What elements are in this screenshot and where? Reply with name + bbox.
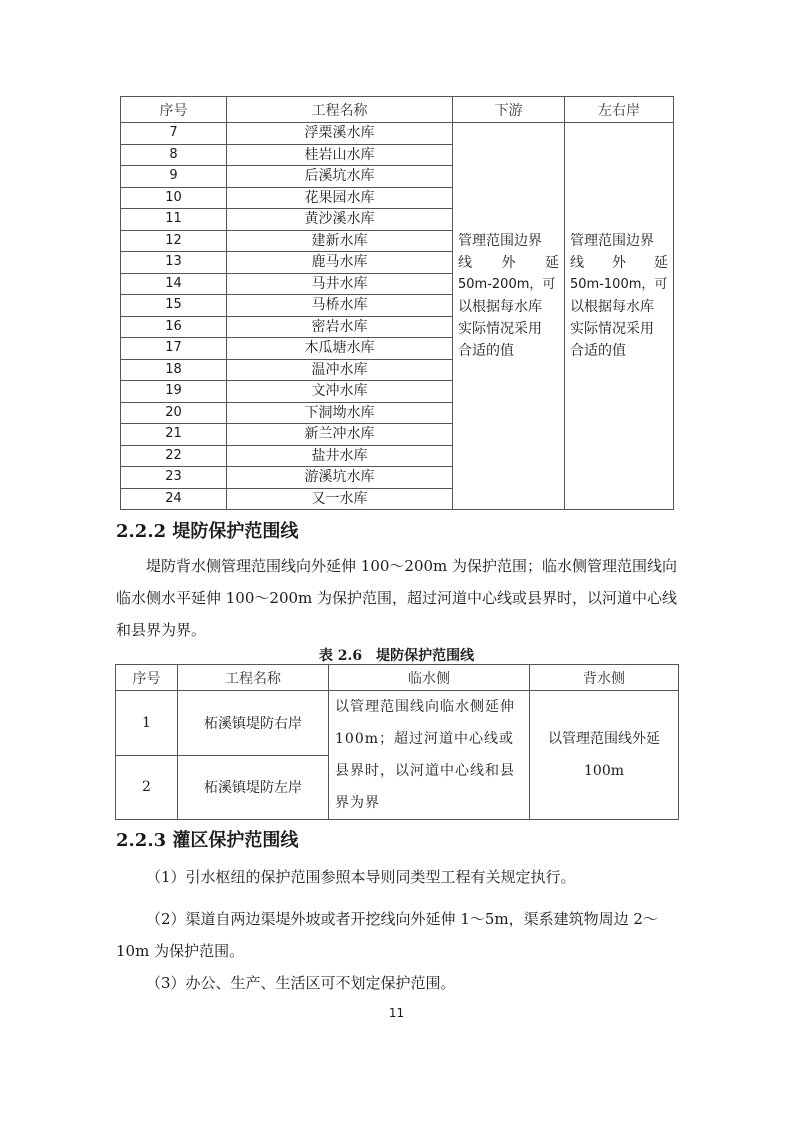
row-no: 10 — [121, 187, 227, 209]
row-name: 桂岩山水库 — [227, 144, 453, 166]
page-number: 11 — [388, 1006, 405, 1020]
banks-line5: 实际情况采用 — [570, 321, 654, 337]
banks-line3: 50m-100m，可 — [570, 277, 668, 292]
header-no: 序号 — [121, 97, 227, 123]
downstream-word: 线 — [458, 255, 472, 271]
downstream-word: 外 — [501, 255, 516, 271]
banks-line1: 管理范围边界 — [570, 233, 654, 249]
downstream-line5: 实际情况采用 — [458, 321, 542, 337]
row-name: 文冲水库 — [227, 381, 453, 403]
banks-cell — [565, 123, 674, 510]
row-no: 20 — [121, 402, 227, 424]
row-name: 浮栗溪水库 — [227, 123, 453, 145]
row-no: 17 — [121, 338, 227, 360]
banks-line6: 合适的值 — [570, 343, 626, 359]
row-name: 柘溪镇堤防右岸 — [178, 691, 329, 756]
row-name: 建新水库 — [227, 230, 453, 252]
row-name: 游溪坑水库 — [227, 467, 453, 489]
water-side-cell: 以管理范围线向临水侧延伸 100m；超过河道中心线或县界时，以河道中心线和县界为界 — [329, 691, 530, 820]
list-item-1: （1）引水枢纽的保护范围参照本导则同类型工程有关规定执行。 — [146, 868, 576, 886]
row-no: 8 — [121, 144, 227, 166]
section-paragraph: 堤防背水侧管理范围线向外延伸 100～200m 为保护范围；临水侧管理范围线向临水侧水平延伸 100～200m 为保护范围，超过河道中心线或县界时，以河道中心线和县界为界。 — [116, 557, 678, 639]
back-side-line1: 以管理范围线外延 — [548, 731, 660, 747]
banks-word: 外 — [612, 255, 626, 271]
downstream-word: 延 — [545, 255, 559, 271]
row-no: 1 — [116, 691, 178, 756]
row-name: 温冲水库 — [227, 359, 453, 381]
row-name: 新兰冲水库 — [227, 424, 453, 446]
row-no: 14 — [121, 273, 227, 295]
row-name: 后溪坑水库 — [227, 166, 453, 188]
row-name: 黄沙溪水库 — [227, 209, 453, 231]
row-no: 11 — [121, 209, 227, 231]
list-item-2: （2）渠道自两边渠堤外坡或者开挖线向外延伸 1～5m，渠系建筑物周边 2～10m 为保护范围。 — [116, 910, 658, 960]
row-no: 7 — [121, 123, 227, 145]
row-no: 2 — [116, 755, 178, 820]
downstream-line3: 50m-200m，可 — [458, 277, 556, 292]
row-no: 9 — [121, 166, 227, 188]
header-downstream: 下游 — [453, 97, 565, 123]
table-row — [116, 691, 679, 756]
row-no: 15 — [121, 295, 227, 317]
row-no: 21 — [121, 424, 227, 446]
row-no: 22 — [121, 445, 227, 467]
banks-line4: 以根据每水库 — [570, 299, 654, 315]
row-no: 24 — [121, 488, 227, 510]
header-no: 序号 — [116, 665, 178, 691]
table-row — [121, 123, 674, 145]
banks-word: 延 — [654, 255, 668, 271]
row-name: 又一水库 — [227, 488, 453, 510]
table-header-row — [116, 665, 679, 691]
header-name: 工程名称 — [227, 97, 453, 123]
row-name: 马井水库 — [227, 273, 453, 295]
row-no: 18 — [121, 359, 227, 381]
table-header-row — [121, 97, 674, 123]
row-no: 23 — [121, 467, 227, 489]
row-name: 花果园水库 — [227, 187, 453, 209]
downstream-line4: 以根据每水库 — [458, 299, 542, 315]
section-heading-2-2-2: 2.2.2 堤防保护范围线 — [116, 521, 299, 542]
banks-word: 线 — [570, 255, 584, 271]
banks-justified-line — [570, 252, 668, 274]
row-name: 木瓜塘水库 — [227, 338, 453, 360]
list-item-3: （3）办公、生产、生活区可不划定保护范围。 — [146, 974, 456, 992]
embankment-protection-table — [115, 664, 679, 820]
row-no: 12 — [121, 230, 227, 252]
row-name: 马桥水库 — [227, 295, 453, 317]
downstream-line6: 合适的值 — [458, 343, 514, 359]
row-no: 19 — [121, 381, 227, 403]
reservoir-protection-table — [120, 96, 674, 510]
downstream-cell — [453, 123, 565, 510]
row-no: 13 — [121, 252, 227, 274]
downstream-line1: 管理范围边界 — [458, 233, 542, 249]
table-caption: 表 2.6 堤防保护范围线 — [318, 648, 475, 664]
header-name: 工程名称 — [178, 665, 329, 691]
row-name: 鹿马水库 — [227, 252, 453, 274]
row-name: 下洞坳水库 — [227, 402, 453, 424]
header-banks: 左右岸 — [565, 97, 674, 123]
downstream-justified-line — [458, 252, 559, 274]
back-side-line2: 100m — [584, 763, 624, 779]
row-no: 16 — [121, 316, 227, 338]
header-back-side: 背水侧 — [530, 665, 679, 691]
row-name: 盐井水库 — [227, 445, 453, 467]
row-name: 密岩水库 — [227, 316, 453, 338]
section-heading-2-2-3: 2.2.3 灌区保护范围线 — [116, 830, 299, 851]
row-name: 柘溪镇堤防左岸 — [178, 755, 329, 820]
header-water-side: 临水侧 — [329, 665, 530, 691]
back-side-cell — [530, 691, 679, 820]
